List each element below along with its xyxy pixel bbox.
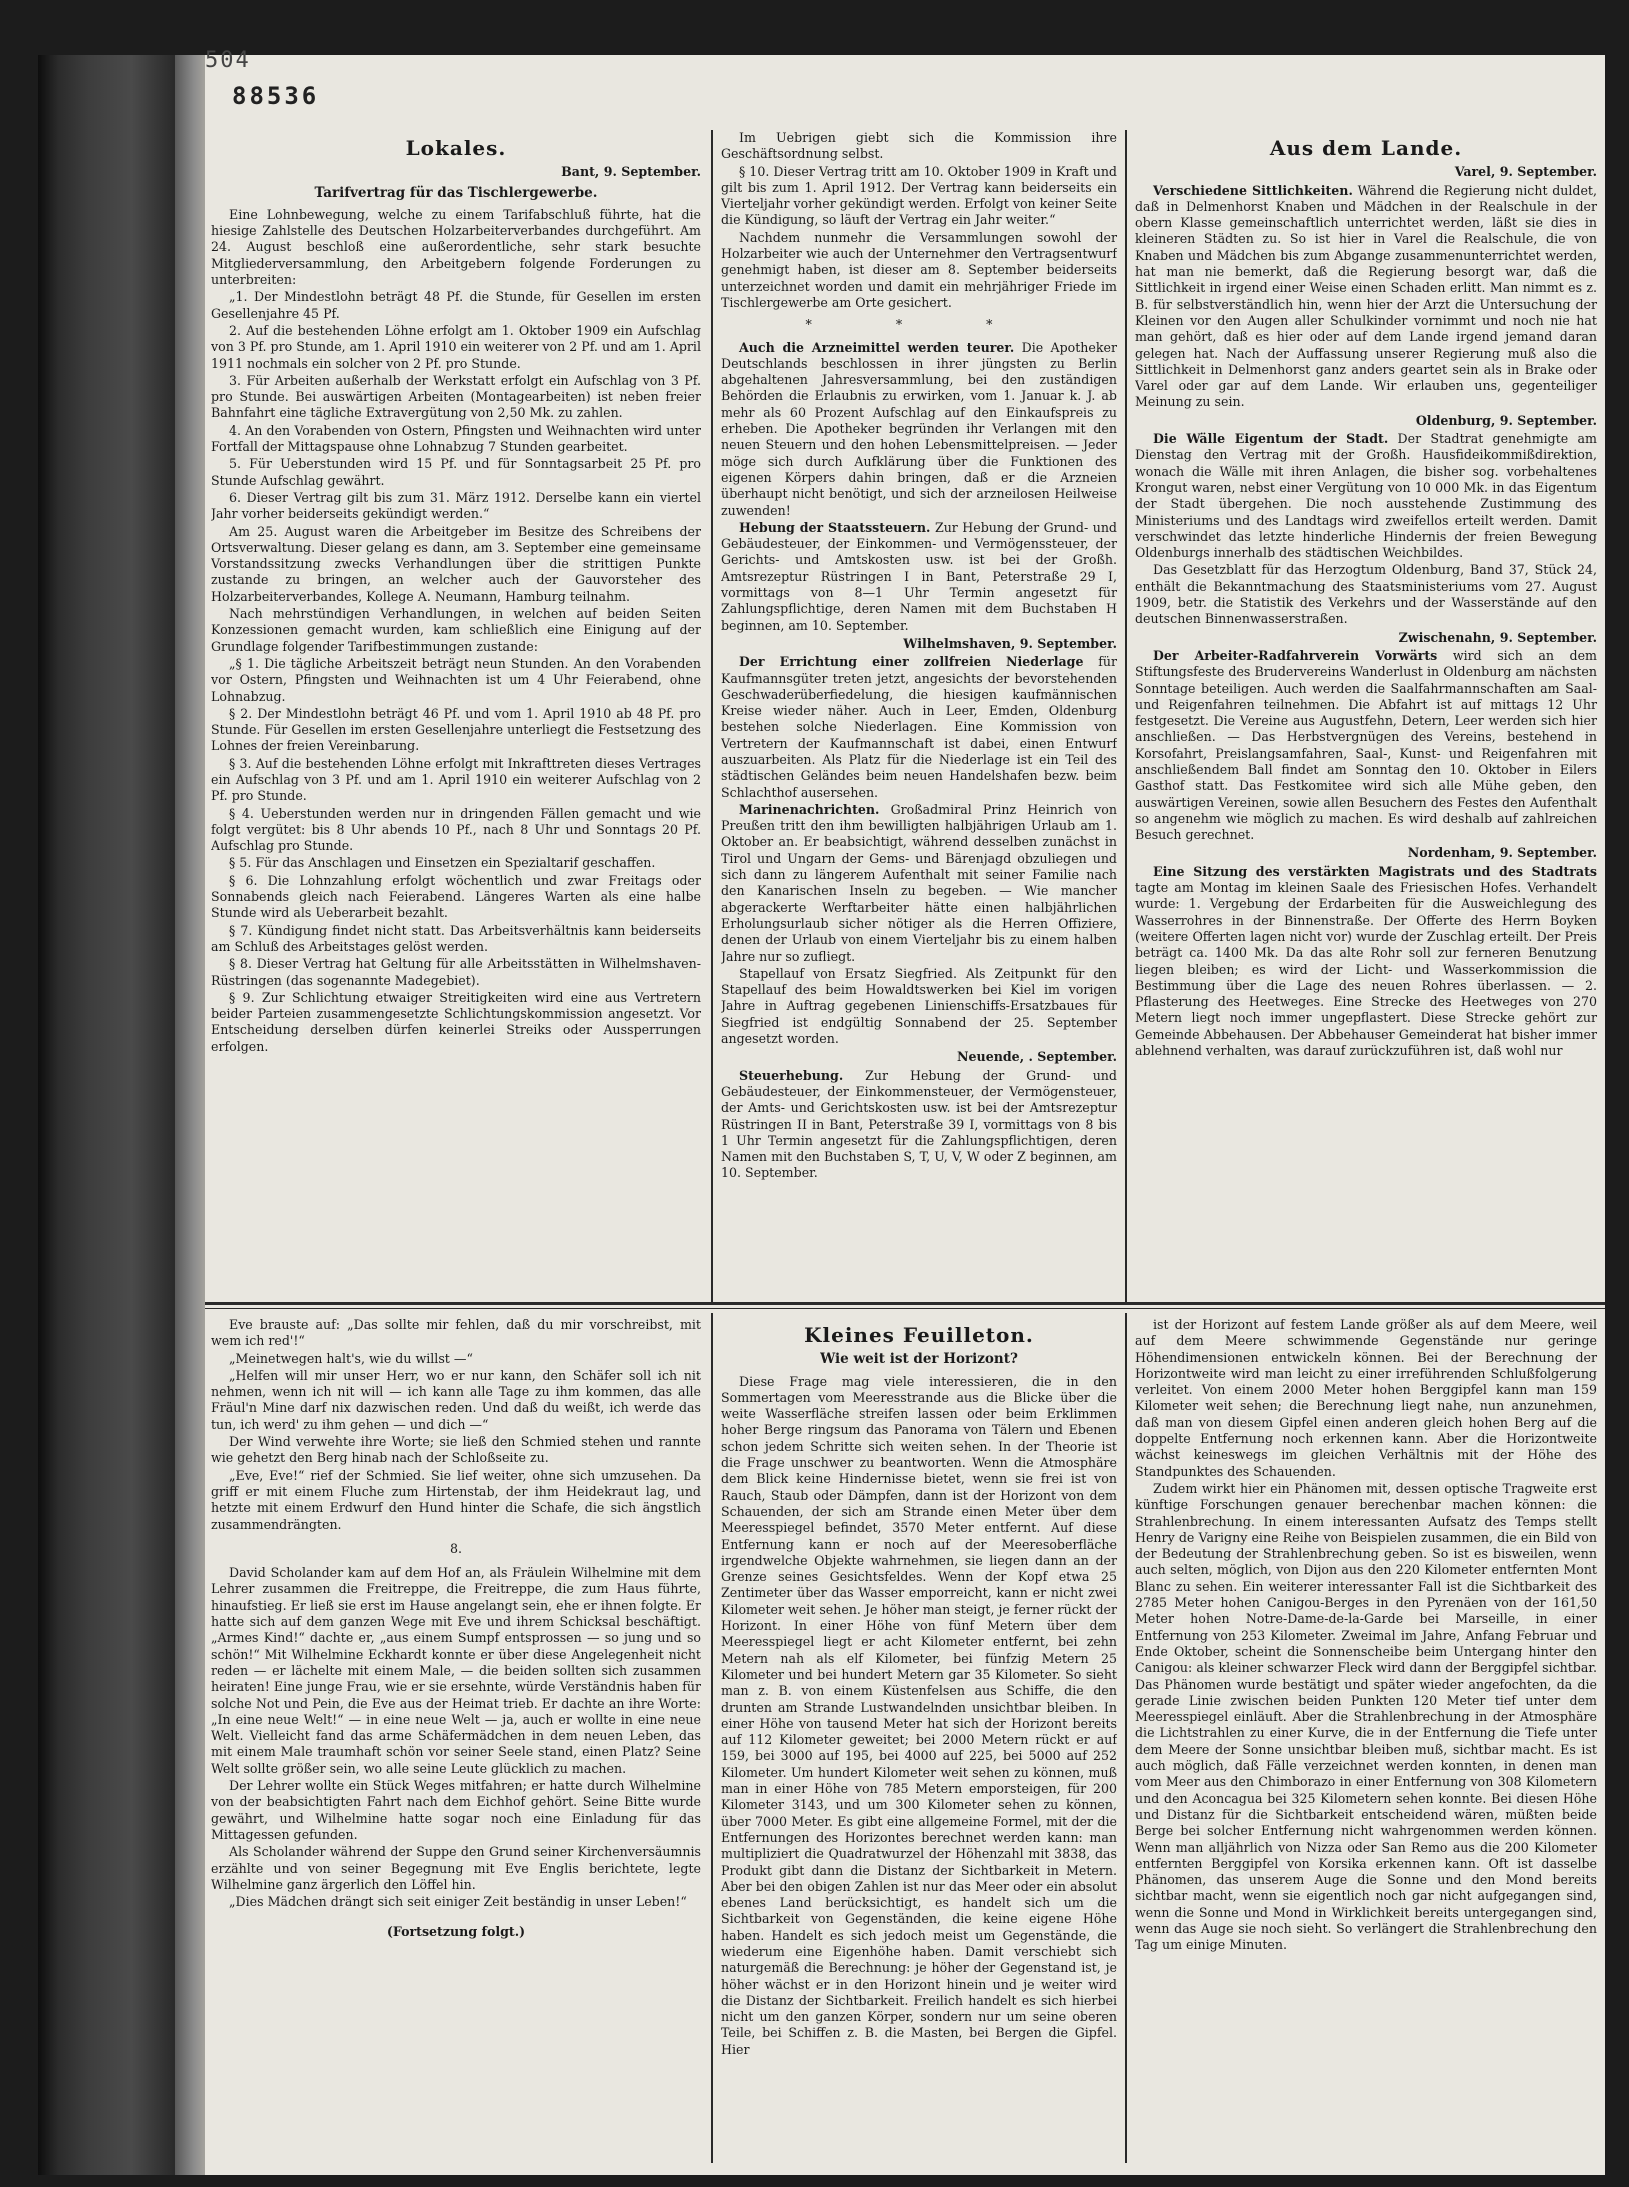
lokales-subheading: Tarifvertrag für das Tischlergewerbe. xyxy=(314,184,598,201)
middle-column xyxy=(721,130,1117,1300)
paragraph xyxy=(721,802,1117,965)
paragraph: § 4. Ueberstunden werden nur in dringenden Fällen gemacht und wie folgt vergütet: bis 8 Uhr abends 10 Pf., nach 8 Uhr und Sonntags 20 Pf. Aufschlag pro Stunde. xyxy=(211,805,701,854)
paragraph: Das Gesetzblatt für das Herzogtum Oldenburg, Band 37, Stück 24, enthält die Bekanntmachung des Staatsministeriums vom 27. August 1909, betr. die Statistik des Verkehrs und der Wasserstände auf den deutschen Binnenwasserstraßen. xyxy=(1135,562,1597,627)
paragraph: § 9. Zur Schlichtung etwaiger Streitigkeiten wird eine aus Vertretern beider Parteien zusammengesetzte Schlichtungskommission angesetzt. Vor Entscheidung derselben dürfen keinerlei Streiks oder Aussperrungen erfolgen. xyxy=(211,989,701,1054)
lokales-heading: Lokales. xyxy=(405,136,507,160)
waelle-text: Der Stadtrat genehmigte am Dienstag den Vertrag mit der Großh. Hausfideikommißdirektion, wonach die Wälle mit ihren Anlagen, die bisher sog. vorbehaltenes Krongut waren, nebst einer Vergütung von 10 000 Mk. in das Eigentum der Stadt übergehen. Die noch ausstehende Zustimmung des Ministeriums und des Landtags wird zweifellos erteilt werden. Damit verschwindet das letzte hinderliche Hindernis der freien Bewegung Oldenburgs innerhalb des städtischen Weichbildes. xyxy=(1135,431,1597,561)
waelle-title: Die Wälle Eigentum der Stadt. xyxy=(1153,431,1389,447)
feuilleton-heading: Kleines Feuilleton. xyxy=(804,1323,1034,1347)
paragraph: § 7. Kündigung findet nicht statt. Das Arbeitsverhältnis kann beiderseits am Schluß des Arbeitstages gelöst werden. xyxy=(211,922,701,954)
serial-column xyxy=(211,1317,701,2167)
paragraph: „1. Der Mindestlohn beträgt 48 Pf. die Stunde, für Gesellen im ersten Gesellenjahre 45 Pf. xyxy=(211,289,701,321)
sittlich-title: Verschiedene Sittlichkeiten. xyxy=(1153,182,1353,198)
paragraph: Eve brauste auf: „Das sollte mir fehlen, daß du mir vorschreibst, mit wem ich red'!“ xyxy=(211,1317,701,1349)
paragraph: 6. Dieser Vertrag gilt bis zum 31. März 1912. Derselbe kann ein viertel Jahr vorher beiderseits gekündigt werden.“ xyxy=(211,489,701,522)
paragraph: § 6. Die Lohnzahlung erfolgt wöchentlich und zwar Freitags oder Sonnabends gleich nach Feierabend. Längeres Warten als eine halbe Stunde wird als Ueberarbeit bezahlt. xyxy=(211,872,701,921)
paragraph: § 3. Auf die bestehenden Löhne erfolgt mit Inkrafttreten dieses Vertrages ein Aufschlag von 3 Pf. und am 1. April 1910 ein weiterer Aufschlag von 2 Pf. pro Stunde. xyxy=(211,755,701,804)
newspaper-page xyxy=(205,55,1605,2175)
paragraph xyxy=(1135,648,1597,844)
marine-title: Marinenachrichten. xyxy=(739,801,880,817)
paragraph: Diese Frage mag viele interessieren, die in den Sommertagen vom Meeresstrande aus die Blicke über die weite Wasserfläche streifen lassen oder beim Erklimmen hoher Berge ringsum das Panorama von Tälern und Ebenen schon jedem Schritte sich weiten sehen. In der Theorie ist die Frage unschwer zu beantworten. Wenn die Atmosphäre dem Blick keine Hindernisse bietet, wenn sie frei ist von Rauch, Staub oder Dämpfen, dann ist der Horizont von dem Schauenden, der sich am Strande einen Meter über dem Meeresspiegel befindet, 3570 Meter entfernt. Auf diese Entfernung kann er noch auf der Meeresoberfläche irgendwelche Objekte wahrnehmen, sie liegen dann an der Grenze seines Gesichtsfeldes. Wenn der Kopf etwa 25 Zentimeter über das Wasser emporreicht, kann er nicht zwei Kilometer weit sehen. Je höher man steigt, je ferner rückt der Horizont. In einer Höhe von fünf Metern über dem Meeresspiegel liegt er acht Kilometer entfernt, bei zehn Metern nah als elf Kilometer, bei fünfzig Metern 25 Kilometer und bei hundert Metern gar 35 Kilometer. So sieht man z. B. von einem Küstenfelsen aus Schiffe, die den drunten am Strande Lustwandelnden unsichtbar bleiben. In einer Höhe von tausend Meter hat sich der Horizont bereits auf 112 Kilometer geweitet; bei 2000 Metern rückt er auf 159, bei 3000 auf 195, bei 4000 auf 225, bei 5000 auf 252 Kilometer. Um hundert Kilometer weit sehen zu können, muß man in einer Höhe von 785 Metern emporsteigen, für 200 Kilometer 3143, und um 300 Kilometer sehen zu können, über 7000 Meter. Es gibt eine allgemeine Formel, mit der die Entfernungen des Horizontes berechnet werden kann: man multipliziert die Quadratwurzel der Höhenzahl mit 3838, das Produkt gibt dann die Distanz der Sichtbarkeit in Metern. Aber bei den obigen Zahlen ist nur das Meer oder ein absolut ebenes Land berücksichtigt, es handelt sich um die Sichtbarkeit von Gegenständen, die keine eigene Höhe haben. Handelt es sich jedoch meist um Gegenstände, die wiederum eine Eigenhöhe haben. Damit verschiebt sich naturgemäß die Berechnung: je höher der Gegenstand ist, je höher wächst er in den Horizont hinein und je weiter wird die Distanz der Sichtbarkeit. Freilich handelt es sich hierbei nicht um den ganzen Körper, sondern nur um seine oberen Teile, bei Schiffen z. B. die Masten, bei Bergen die Gipfel. Hier xyxy=(721,1373,1117,2057)
column-rule xyxy=(711,130,713,1302)
paragraph: 3. Für Arbeiten außerhalb der Werkstatt erfolgt ein Aufschlag von 3 Pf. pro Stunde. Bei auswärtigen Arbeiten (Montagearbeiten) ist neben freier Bahnfahrt eine tägliche Extravergütung von 2,50 Mk. zu zahlen. xyxy=(211,372,701,421)
column-rule xyxy=(711,1313,713,2163)
paragraph: 2. Auf die bestehenden Löhne erfolgt am 1. Oktober 1909 ein Aufschlag von 3 Pf. pro Stunde, am 1. April 1910 ein weiterer von 2 Pf. und am 1. April 1911 nochmals ein solcher von 2 Pf. pro Stunde. xyxy=(211,322,701,371)
paragraph: § 5. Für das Anschlagen und Einsetzen ein Spezialtarif geschaffen. xyxy=(229,855,656,871)
paragraph: 4. An den Vorabenden von Ostern, Pfingsten und Weihnachten wird unter Fortfall der Mittagspause ohne Lohnabzug 7 Stunden gearbeitet. xyxy=(211,422,701,455)
paragraph: „Meinetwegen halt's, wie du willst —“ xyxy=(229,1350,473,1366)
magistrat-text: tagte am Montag im kleinen Saale des Friesischen Hofes. Verhandelt wurde: 1. Vergebung der Erdarbeiten für die Ausweichlegung des Wasserrohres in der Binnenstraße. Der Offerte des Herrn Boyken (weitere Offerten lagen nicht vor) wurde der Zuschlag erteilt. Der Preis beträgt ca. 1400 Mk. Da das alte Rohr soll zur ferneren Benutzung liegen bleiben; es wird der Licht- und Wasserkommission die Bestimmung über die Lage des neuen Rohres überlassen. — 2. Pflasterung des Heetweges. Eine Strecke des Heetweges von 270 Metern liegt noch immer ungepflastert. Diese Strecke gehört zur Gemeinde Abbehausen. Der Abbehauser Gemeinderat hat bisher immer ablehnend verhalten, was darauf zurückzuführen ist, daß wohl nur xyxy=(1135,880,1597,1059)
section-divider xyxy=(205,1302,1605,1305)
paragraph: 5. Für Ueberstunden wird 15 Pf. und für Sonntagsarbeit 25 Pf. pro Stunde Aufschlag gewährt. xyxy=(211,456,701,488)
column-rule xyxy=(1125,1313,1127,2163)
paragraph: Eine Lohnbewegung, welche zu einem Tarifabschluß führte, hat die hiesige Zahlstelle des Deutschen Holzarbeiterverbandes durchgeführt. Am 24. August beschloß eine außerordentliche, sehr stark besuchte Mitgliederversammlung, den Arbeitgebern folgende Forderungen zu unterbreiten: xyxy=(211,206,701,288)
radfahrer-text: wird sich an dem Stiftungsfeste des Brudervereins Wanderlust in Oldenburg am nächsten Sonntage beteiligen. Auch werden die Saalfahrmannschaften am Saal- und Reigenfahren teilnehmen. Die Abfahrt ist auf mittags 12 Uhr festgesetzt. Die Vereine aus Augustfehn, Detern, Leer werden sich hier anschließen. — Das Herbstvergnügen des Vereins, bestehend in Korsofahrt, Preislangsamfahren, Saal-, Kunst- und Reigenfahren mit anschließendem Ball findet am Sonntag den 10. Oktober in Eilers Gasthof statt. Das Festkomitee wird sich alle Mühe geben, den auswärtigen Vereinen, sowie allen Besuchern des Festes den Aufenthalt so angenehm wie möglich zu machen. Es wird deshalb auf zahlreichen Besuch gerechnet. xyxy=(1135,647,1597,843)
lokales-dateline: Bant, 9. September. xyxy=(561,164,701,180)
wilhelmshaven-dateline: Wilhelmshaven, 9. September. xyxy=(903,635,1117,651)
paragraph xyxy=(1135,183,1597,411)
arzneimittel-title: Auch die Arzneimittel werden teurer. xyxy=(739,339,1015,355)
chapter-number: 8. xyxy=(449,1540,463,1556)
paragraph: § 10. Dieser Vertrag tritt am 10. Oktober 1909 in Kraft und gilt bis zum 1. April 1912. Der Vertrag kann beiderseits ein Vierteljahr vorher gekündigt werden. Erfolgt von keiner Seite die Kündigung, so läuft der Vertrag ein Jahr weiter.“ xyxy=(721,163,1117,228)
magistrat-title: Eine Sitzung des verstärkten Magistrats und des Stadtrats xyxy=(1153,863,1597,879)
page-number: 504 xyxy=(205,48,251,73)
radfahrer-title: Der Arbeiter-Radfahrverein Vorwärts xyxy=(1153,647,1438,663)
paragraph: Der Lehrer wollte ein Stück Weges mitfahren; er hatte durch Wilhelmine von der beabsichtigten Fahrt nach dem Eichhof gehört. Seine Bitte wurde gewährt, und Wilhelmine hatte sogar noch eine Einladung für das Mittagessen gefunden. xyxy=(211,1778,701,1842)
paragraph: „Eve, Eve!“ rief der Schmied. Sie lief weiter, ohne sich umzusehen. Da griff er mit einem Fluche zum Hirtenstab, der ihm Heidekraut lag, und hetzte mit einem Erdwurf den Hund hinter die Schafe, die sich ängstlich zusammendrängten. xyxy=(211,1467,701,1532)
feuilleton-column xyxy=(721,1317,1117,2167)
lokales-column xyxy=(211,130,701,1300)
arzneimittel-text: Die Apotheker Deutschlands beschlossen in ihrer jüngsten zu Berlin abgehaltenen Jahresversammlung, bei den zuständigen Behörden die Erlaubnis zu erwirken, vom 1. Januar k. J. ab mehr als 60 Prozent Aufschlag auf den Einkaufspreis zu erheben. Die Apotheker begründen ihr Verlangen mit den neuen Steuern und den hohen Lebensmittelpreisen. — Jeder möge sich durch Aufklärung über die Funktionen des eigenen Körpers dahin bringen, daß er die Arzneien überhaupt nicht benötigt, und sich der arzneilosen Heilweise zuwenden! xyxy=(721,339,1117,518)
marine-text: Großadmiral Prinz Heinrich von Preußen tritt den ihm bewilligten halbjährigen Urlaub am 1. Oktober an. Er beabsichtigt, während desselben zunächst in Tirol und Ungarn der Gems- und Bärenjagd obzuliegen und sich dann zu längerem Aufenthalt mit seiner Familie nach den Kanarischen Inseln zu begeben. — Wie mancher abgerackerte Werftarbeiter hätte einen halbjährlichen Erholungsurlaub sicher nötiger als die Herren Offiziere, denen der Urlaub von einem Vierteljahr bis zu einem halben Jahre nur so zufliegt. xyxy=(721,801,1117,964)
continued-note: (Fortsetzung folgt.) xyxy=(386,1924,526,1940)
paragraph xyxy=(721,520,1117,634)
paragraph xyxy=(721,654,1117,801)
zwischenahn-dateline: Zwischenahn, 9. September. xyxy=(1398,629,1597,645)
paragraph xyxy=(721,1068,1117,1182)
feuilleton-subheading: Wie weit ist der Horizont? xyxy=(820,1351,1018,1368)
section-stars: * * * xyxy=(805,317,1033,333)
paragraph: Zudem wirkt hier ein Phänomen mit, dessen optische Tragweite erst künftige Forschungen genauer berechenbar machen können: die Strahlenbrechung. In einem interessanten Aufsatz des Temps stellt Henry de Varigny eine Reihe von Beispielen zusammen, die ein Bild von der Bedeutung der Strahlenbrechung geben. So ist es bisweilen, wenn auch selten, möglich, von Dijon aus den 220 Kilometer entfernten Mont Blanc zu sehen. Ein weiterer interessanter Fall ist die Sichtbarkeit des 2785 Meter hohen Canigou-Berges in den Pyrenäen von der 161,50 Meter hohen Notre-Dame-de-la-Garde bei Marseille, in einer Entfernung von 253 Kilometer. Zweimal im Jahre, Anfang Februar und Ende Oktober, scheint die Sonnenscheibe beim Untergang hinter den Canigou: als kleiner schwarzer Fleck wird dann der Berggipfel sichtbar. Das Phänomen wurde bestätigt und später wieder angefochten, da die gerade Linie zwischen beiden Punkten 120 Meter tief unter dem Meeresspiegel einläuft. Aber die Strahlenbrechung in der Atmosphäre die Lichtstrahlen zu einer Kurve, die in der Entfernung die Tiefe unter dem Meere der Sonne unsichtbar bleiben muß, sichtbar macht. Es ist auch möglich, daß Fälle verzeichnet werden konnten, in denen man vom Meer aus den Chimborazo in einer Entfernung von 308 Kilometern und den Aconcagua bei 325 Kilometern sehen konnte. Bei diesen Höhe und Distanz für die Sichtbarkeit entscheidend wären, müßten beide Berge bei solcher Entfernung nicht wahrgenommen werden können. Wenn man alljährlich von Nizza oder San Remo aus die 200 Kilometer entfernten Berggipfel von Korsika erkennen kann. Oft ist dasselbe Phänomen, das unserem Auge die Sonne und den Mond bereits sichtbar macht, wenn sie eigentlich noch gar nicht aufgegangen sind, wenn die Sonne und Mond in Wirklichkeit bereits untergegangen sind, wenn das Auge sie noch sieht. So verlängert die Strahlenbrechung den Tag um einige Minuten. xyxy=(1135,1480,1597,1953)
paragraph: Am 25. August waren die Arbeitgeber im Besitze des Schreibens der Ortsverwaltung. Dieser gelang es dann, am 3. September eine gemeinsame Vorstandssitzung zwecks Verhandlungen über die strittigen Punkte zustande zu bringen, an welcher auch der Gauvorsteher des Holzarbeiterverbandes, Kollege A. Neumann, Hamburg teilnahm. xyxy=(211,523,701,604)
niederlage-title: Der Errichtung einer zollfreien Niederlage xyxy=(739,654,1084,670)
paragraph: Der Wind verwehte ihre Worte; sie ließ den Schmied stehen und rannte wie gehetzt den Berg hinab nach der Schloßseite zu. xyxy=(211,1434,701,1466)
lande-heading: Aus dem Lande. xyxy=(1269,136,1463,160)
paragraph: Stapellauf von Ersatz Siegfried. Als Zeitpunkt für den Stapellauf des beim Howaldtswerken bei Kiel im vorigen Jahre in Auftrag gegebenen Linienschiffs-Ersatzbaues für Siegfried ist endgültig Sonnabend der 25. September angesetzt worden. xyxy=(721,965,1117,1047)
paragraph: „§ 1. Die tägliche Arbeitszeit beträgt neun Stunden. An den Vorabenden vor Ostern, Pfingsten und Weihnachten ist um 4 Uhr Feierabend, ohne Lohnabzug. xyxy=(211,655,701,704)
paragraph: Nach mehrstündigen Verhandlungen, in welchen auf beiden Seiten Konzessionen gemacht wurden, kam schließlich eine Einigung auf der Grundlage folgender Tarifbestimmungen zustande: xyxy=(211,606,701,654)
paragraph: „Dies Mädchen drängt sich seit einiger Zeit beständig in unser Leben!“ xyxy=(229,1894,687,1910)
paragraph xyxy=(1135,864,1597,1060)
column-rule xyxy=(1125,130,1127,1302)
niederlage-text: für Kaufmannsgüter treten jetzt, angesichts der bevorstehenden Geschwaderüberfiedelung, die hiesigen kaufmännischen Kreise wieder näher. Auch in Leer, Emden, Oldenburg bestehen solche Niederlagen. Eine Kommission von Vertretern der Kaufmannschaft ist dabei, einen Entwurf auszuarbeiten. Als Platz für die Niederlage ist ein Teil des städtischen Geländes beim neuen Handelshafen bezw. beim Schlachthof ausersehen. xyxy=(721,654,1117,800)
paragraph: Nachdem nunmehr die Versammlungen sowohl der Holzarbeiter wie auch der Unternehmer den Vertragsentwurf genehmigt haben, ist dieser am 8. September beiderseits unterzeichnet worden und damit ein mehrjähriger Friede im Tischlergewerbe am Orte gesichert. xyxy=(721,229,1117,310)
lande-column xyxy=(1135,130,1597,1300)
steuer-title: Steuerhebung. xyxy=(739,1067,844,1083)
neuende-dateline: Neuende, . September. xyxy=(957,1049,1117,1065)
paragraph: Als Scholander während der Suppe den Grund seiner Kirchenversäumnis erzählte und von seiner Begegnung mit Eve Englis berichtete, legte Wilhelmine ganz ärgerlich den Löffel hin. xyxy=(211,1844,701,1892)
sittlich-text: Während die Regierung nicht duldet, daß in Delmenhorst Knaben und Mädchen in der Realschule in der obern Klasse gemeinschaftlich unterrichtet werden, läßt sie dies in kleineren Städten zu. So ist hier in Varel die Realschule, die von Knaben und Mädchen bis zum Abgange zusammenunterrichtet werden, hat man nie bemerkt, daß die Regierung besorgt war, daß die Sittlichkeit in irgend einer Weise einen Schaden erlitt. Man nimmt es z. B. für selbstverständlich hin, wenn hier der Arzt die Untersuchung der Kleinen vor den Augen aller Schulkinder vornimmt und noch nie hat man gehört, daß es hier oder auf dem Lande irgend jemand daran gelegen hat. Nach der Auffassung unserer Regierung muß also die Sittlichkeit in Delmenhorst ganz anders geartet sein als in Brake oder Varel oder gar auf dem Lande. Wir erlauben uns, gegenteiliger Meinung zu sein. xyxy=(1135,182,1597,410)
varel-dateline: Varel, 9. September. xyxy=(1454,164,1597,180)
staatssteuern-title: Hebung der Staatssteuern. xyxy=(739,519,931,535)
paragraph: „Helfen will mir unser Herr, wo er nur kann, den Schäfer soll ich nit nehmen, wenn ich nit will — ich kann alle Tage zu ihm kommen, das alle Fräul'n Mine darf nix dazwischen reden. Und daß du weißt, ich werde das tun, ich werd' zu ihm gehen — und dich —“ xyxy=(211,1367,701,1432)
staatssteuern-text: Zur Hebung der Grund- und Gebäudesteuer, der Einkommen- und Vermögenssteuer, der Gerichts- und Amtskosten usw. ist bei der Großh. Amtsrezeptur Rüstringen I in Bant, Peterstraße 29 I, vormittags von 8—1 Uhr Termin angesetzt für Zahlungspflichtige, deren Namen mit dem Buchstaben H beginnen, am 10. September. xyxy=(721,519,1117,633)
paragraph xyxy=(1135,431,1597,561)
paragraph: Im Uebrigen giebt sich die Kommission ihre Geschäftsordnung selbst. xyxy=(721,130,1117,162)
paragraph: § 2. Der Mindestlohn beträgt 46 Pf. und vom 1. April 1910 ab 48 Pf. pro Stunde. Für Gesellen im ersten Gesellenjahre unterliegt die Festsetzung des Lohnes der freien Vereinbarung. xyxy=(211,705,701,754)
paragraph: ist der Horizont auf festem Lande größer als auf dem Meere, weil auf dem Meere schwimmende Gegenstände nur geringe Höhendimensionen entwickeln können. Bei der Berechnung der Horizontweite wird man leicht zu einer irreführenden Schlußfolgerung verleitet. Von einem 2000 Meter hohen Berggipfel kann man 159 Kilometer weit sehen; die Berechnung liegt nahe, nun anzunehmen, daß man von diesem Gipfel einen anderen gleich hohen Berg auf die doppelte Entfernung noch erkennen kann. Aber die Horizontweite wächst keineswegs im gleichen Verhältnis mit der Höhe des Standpunktes des Schauenden. xyxy=(1135,1317,1597,1479)
feuilleton-continued-column xyxy=(1135,1317,1597,2167)
paragraph: § 8. Dieser Vertrag hat Geltung für alle Arbeitsstätten in Wilhelmshaven-Rüstringen (das sogenannte Madegebiet). xyxy=(211,956,701,988)
archive-stamp: 88536 xyxy=(232,82,320,110)
paragraph xyxy=(721,340,1117,519)
steuer-text: Zur Hebung der Grund- und Gebäudesteuer, der Einkommensteuer, der Vermögensteuer, der Amts- und Gerichtskosten usw. ist bei der Amtsrezeptur Rüstringen II in Bant, Peterstraße 39 I, vormittags von 8 bis 1 Uhr Termin angesetzt für die Zahlungspflichtigen, deren Namen mit den Buchstaben S, T, U, V, W oder Z beginnen, am 10. September. xyxy=(721,1067,1117,1181)
section-divider xyxy=(205,1308,1605,1309)
nordenham-dateline: Nordenham, 9. September. xyxy=(1407,845,1597,861)
oldenburg-dateline: Oldenburg, 9. September. xyxy=(1415,412,1597,428)
paragraph: David Scholander kam auf dem Hof an, als Fräulein Wilhelmine mit dem Lehrer zusammen die Freitreppe, die Freitreppe, die zum Haus führte, hinaufstieg. Er ließ sie erst im Hause angelangt sein, ehe er ihnen folgte. Er hatte sich auf dem ganzen Wege mit Eve und ihrem Schicksal beschäftigt. „Armes Kind!“ dachte er, „aus einem Sumpf entsprossen — so jung und so schön!“ Mit Wilhelmine Eckhardt konnte er über diese Angelegenheit nicht reden — er lächelte mit einem Male, — die beiden sollten sich zusammen heiraten! Eine junge Frau, wie er sie ersehnte, würde Verständnis haben für solche Not und Pein, die Eve aus der Heimat trieb. Er dachte an ihre Worte: „In eine neue Welt!“ — in eine neue Welt — ja, auch er wollte in eine neue Welt. Vielleicht fand das arme Schäfermädchen in dem neuen Leben, das mit einem Male traumhaft schön vor seiner Seele stand, einen Platz? Seine Welt sollte größer sein, wo alle seine Leute glücklich zu machen. xyxy=(211,1565,701,1776)
